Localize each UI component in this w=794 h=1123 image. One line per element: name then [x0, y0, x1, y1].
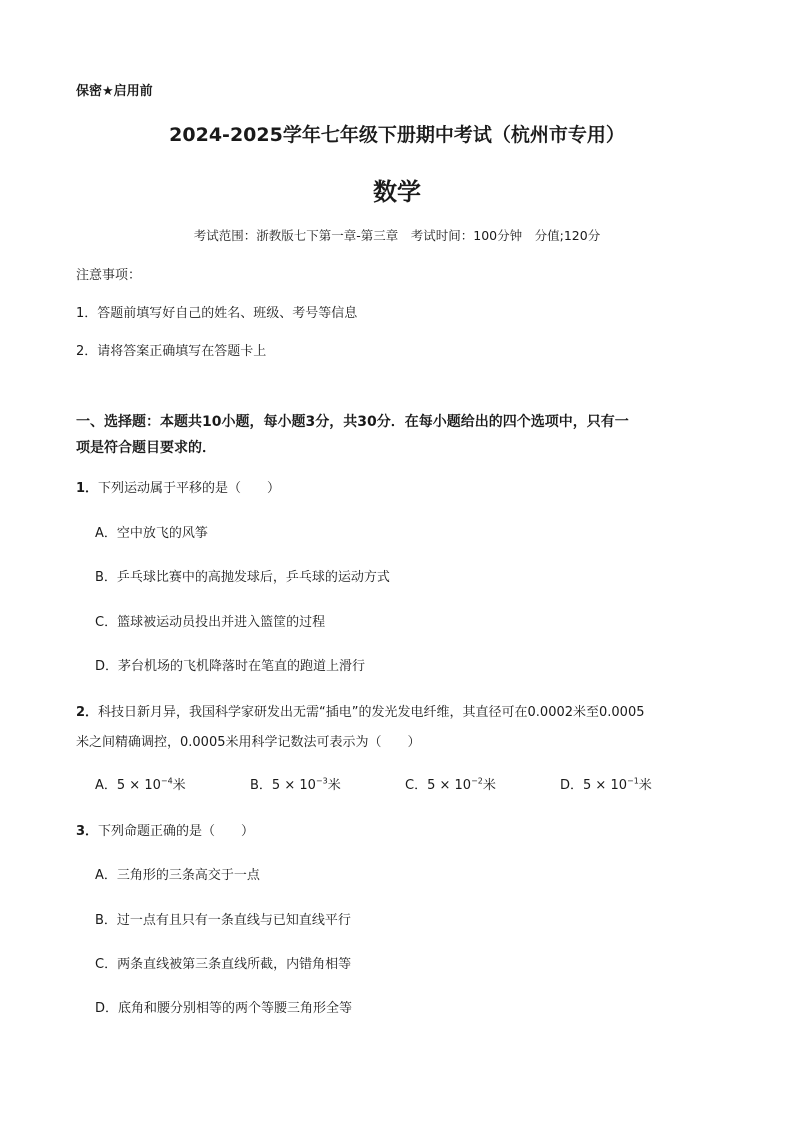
exam-title: 2024-2025学年七年级下册期中考试（杭州市专用）: [169, 124, 625, 146]
question-text-line2: 米之间精确调控，0.0005米用科学记数法可表示为（ ）: [76, 735, 421, 750]
option-b: B．乒乓球比赛中的高抛发球后，乒乓球的运动方式: [95, 570, 390, 585]
question-text: 下列命题正确的是（ ）: [98, 824, 255, 839]
notes-title: 注意事项：: [76, 268, 142, 283]
question-2: [76, 701, 645, 720]
question-number: 1．: [76, 481, 99, 496]
section-heading-line1: 一、选择题：本题共10小题，每小题3分，共30分．在每小题给出的四个选项中，只有一: [76, 414, 629, 430]
option-d: D．茅台机场的飞机降落时在笔直的跑道上滑行: [95, 659, 366, 674]
option-a: A．$5 \times 10^{-4}$米: [95, 776, 186, 793]
note-item: 1．答题前填写好自己的姓名、班级、考号等信息: [76, 306, 358, 321]
question-number: 3．: [76, 824, 99, 839]
option-b: B．过一点有且只有一条直线与已知直线平行: [95, 913, 351, 928]
subject-title: 数学: [373, 178, 421, 206]
option-c: C．$5 \times 10^{-2}$米: [405, 776, 496, 793]
option-a: A．三角形的三条高交于一点: [95, 868, 260, 883]
note-item: 2．请将答案正确填写在答题卡上: [76, 344, 267, 359]
option-b: B．$5 \times 10^{-3}$米: [250, 776, 341, 793]
confidential-label: 保密★启用前: [76, 84, 153, 99]
question-text: 下列运动属于平移的是（ ）: [98, 481, 281, 496]
exam-info: 考试范围：浙教版七下第一章-第三章 考试时间：100分钟 分值;120分: [193, 228, 601, 243]
question-3: [76, 820, 254, 839]
option-c: C．两条直线被第三条直线所截，内错角相等: [95, 957, 352, 972]
option-c: C．篮球被运动员投出并进入篮筐的过程: [95, 615, 326, 630]
option-d: D．底角和腰分别相等的两个等腰三角形全等: [95, 1001, 353, 1016]
question-number: 2．: [76, 705, 99, 720]
question-1: [76, 477, 280, 496]
question-text-line1: 科技日新月异，我国科学家研发出无需“插电”的发光发电纤维，其直径可在0.0002米至0.0005: [98, 705, 645, 720]
section-heading-line2: 项是符合题目要求的．: [76, 440, 216, 456]
option-a: A．空中放飞的风筝: [95, 526, 208, 541]
option-d: D．$5 \times 10^{-1}$米: [560, 776, 652, 793]
option-row: [95, 774, 735, 793]
